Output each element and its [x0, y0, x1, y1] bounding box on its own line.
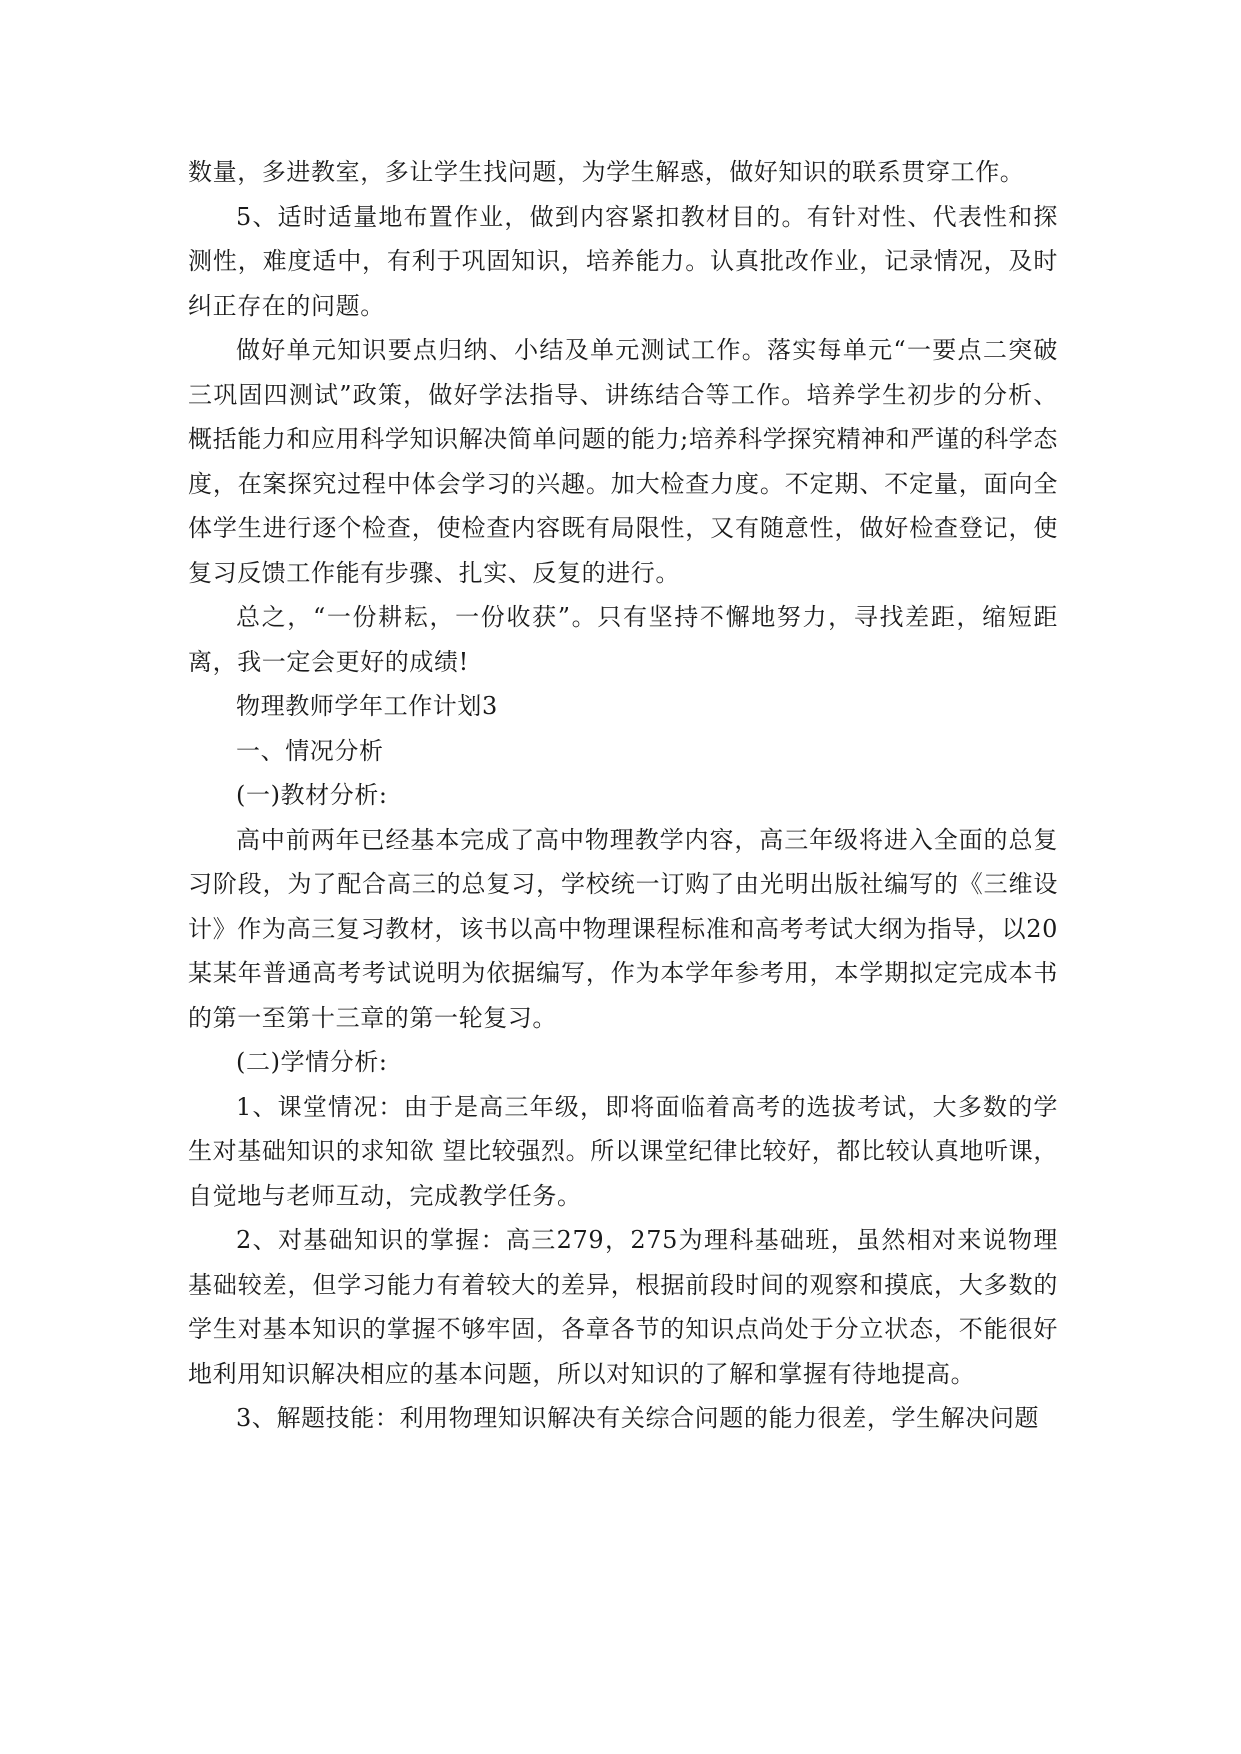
paragraph-conclusion: 总之，“一份耕耘，一份收获”。只有坚持不懈地努力，寻找差距，缩短距离，我一定会更好的成绩!: [188, 603, 1058, 676]
paragraph-continuation: 数量，多进教室，多让学生找问题，为学生解惑，做好知识的联系贯穿工作。: [188, 158, 1025, 186]
section-title-plan-3: 物理教师学年工作计划3: [236, 692, 498, 720]
heading-situation-analysis: 一、情况分析: [236, 736, 384, 765]
paragraph-textbook-analysis: 高中前两年已经基本完成了高中物理教学内容，高三年级将进入全面的总复习阶段，为了配合高三的总复习，学校统一订购了由光明出版社编写的《三维设计》作为高三复习教材，该书以高中物理课程标准和高考考试大纲为指导，以20某某年普通高考考试说明为依据编写，作为本学年参考用，本学期拟定完成本书的第一至第十三章的第一轮复习。: [188, 825, 1058, 1032]
subheading-student-analysis: (二)学情分析:: [236, 1048, 388, 1076]
paragraph-unit-summary: 做好单元知识要点归纳、小结及单元测试工作。落实每单元“一要点二突破三巩固四测试”政策，做好学法指导、讲练结合等工作。培养学生初步的分析、概括能力和应用科学知识解决简单问题的能力;培养科学探究精神和严谨的科学态度，在案探究过程中体会学习的兴趣。加大检查力度。不定期、不定量，面向全体学生进行逐个检查，使检查内容既有局限性，又有随意性，做好检查登记，使复习反馈工作能有步骤、扎实、反复的进行。: [188, 336, 1058, 587]
paragraph-homework: 5、适时适量地布置作业，做到内容紧扣教材目的。有针对性、代表性和探测性，难度适中，有利于巩固知识，培养能力。认真批改作业，记录情况，及时纠正存在的问题。: [188, 202, 1058, 320]
paragraph-problem-solving: 3、解题技能：利用物理知识解决有关综合问题的能力很差，学生解决问题: [236, 1404, 1040, 1432]
document-body: [188, 150, 1058, 1441]
paragraph-classroom-situation: 1、课堂情况：由于是高三年级，即将面临着高考的选拔考试，大多数的学生对基础知识的求知欲 望比较强烈。所以课堂纪律比较好，都比较认真地听课，自觉地与老师互动，完成教学任务。: [188, 1092, 1058, 1210]
paragraph-basic-knowledge: 2、对基础知识的掌握：高三279，275为理科基础班，虽然相对来说物理基础较差，但学习能力有着较大的差异，根据前段时间的观察和摸底，大多数的学生对基本知识的掌握不够牢固，各章各节的知识点尚处于分立状态，不能很好地利用知识解决相应的基本问题，所以对知识的了解和掌握有待地提高。: [188, 1226, 1058, 1388]
subheading-textbook-analysis: (一)教材分析:: [236, 781, 388, 809]
